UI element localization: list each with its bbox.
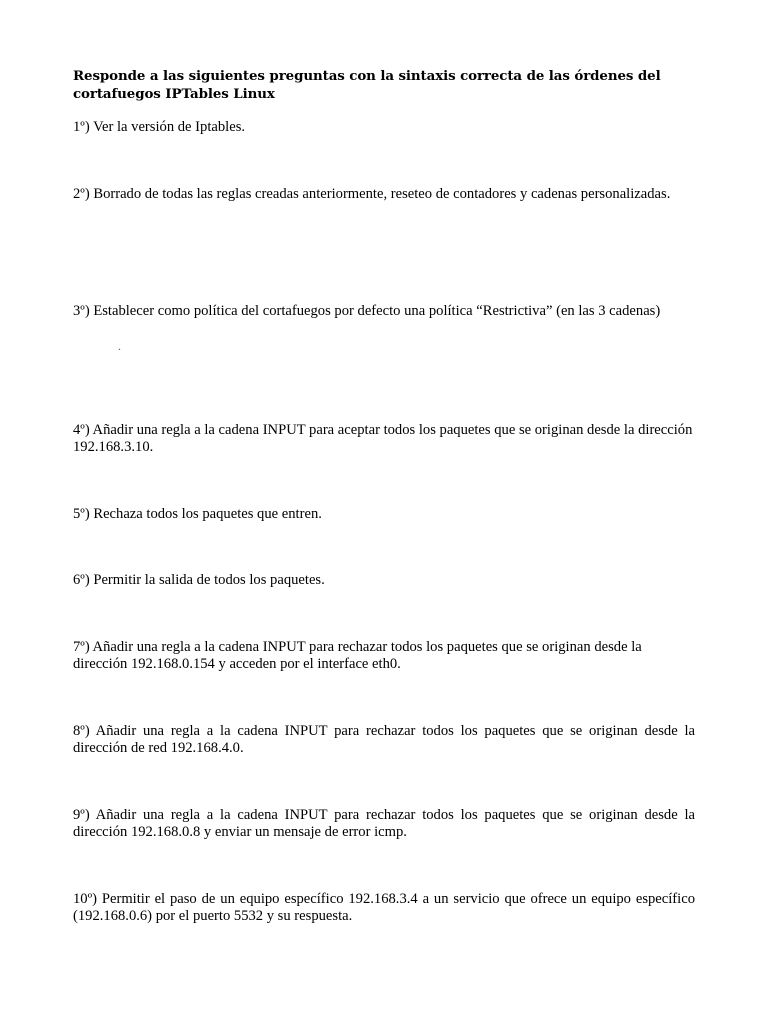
question-2: 2º) Borrado de todas las reglas creadas anteriormente, reseteo de contadores y cadenas personalizadas. bbox=[73, 186, 671, 202]
question-9: 9º) Añadir una regla a la cadena INPUT para rechazar todos los paquetes que se originan desde la dirección 192.168.0.8 y enviar un mensaje de error icmp. bbox=[73, 807, 695, 840]
stray-dot-mark: . bbox=[118, 339, 121, 353]
question-3: 3º) Establecer como política del cortafuegos por defecto una política “Restrictiva” (en las 3 cadenas) bbox=[73, 303, 661, 319]
question-8: 8º) Añadir una regla a la cadena INPUT para rechazar todos los paquetes que se originan desde la dirección de red 192.168.4.0. bbox=[73, 723, 695, 756]
question-5: 5º) Rechaza todos los paquetes que entren. bbox=[73, 506, 322, 522]
question-1: 1º) Ver la versión de Iptables. bbox=[73, 119, 246, 135]
question-10: 10º) Permitir el paso de un equipo específico 192.168.3.4 a un servicio que ofrece un equipo específico (192.168.0.6) por el puerto 5532 y su respuesta. bbox=[73, 891, 695, 924]
question-7: 7º) Añadir una regla a la cadena INPUT para rechazar todos los paquetes que se originan desde la dirección 192.168.0.154 y acceden por el interface eth0. bbox=[73, 639, 642, 672]
document-heading: Responde a las siguientes preguntas con la sintaxis correcta de las órdenes del cortafuegos IPTables Linux bbox=[73, 68, 661, 102]
question-6: 6º) Permitir la salida de todos los paquetes. bbox=[73, 572, 325, 588]
question-4: 4º) Añadir una regla a la cadena INPUT para aceptar todos los paquetes que se originan desde la dirección 192.168.3.10. bbox=[73, 422, 693, 455]
